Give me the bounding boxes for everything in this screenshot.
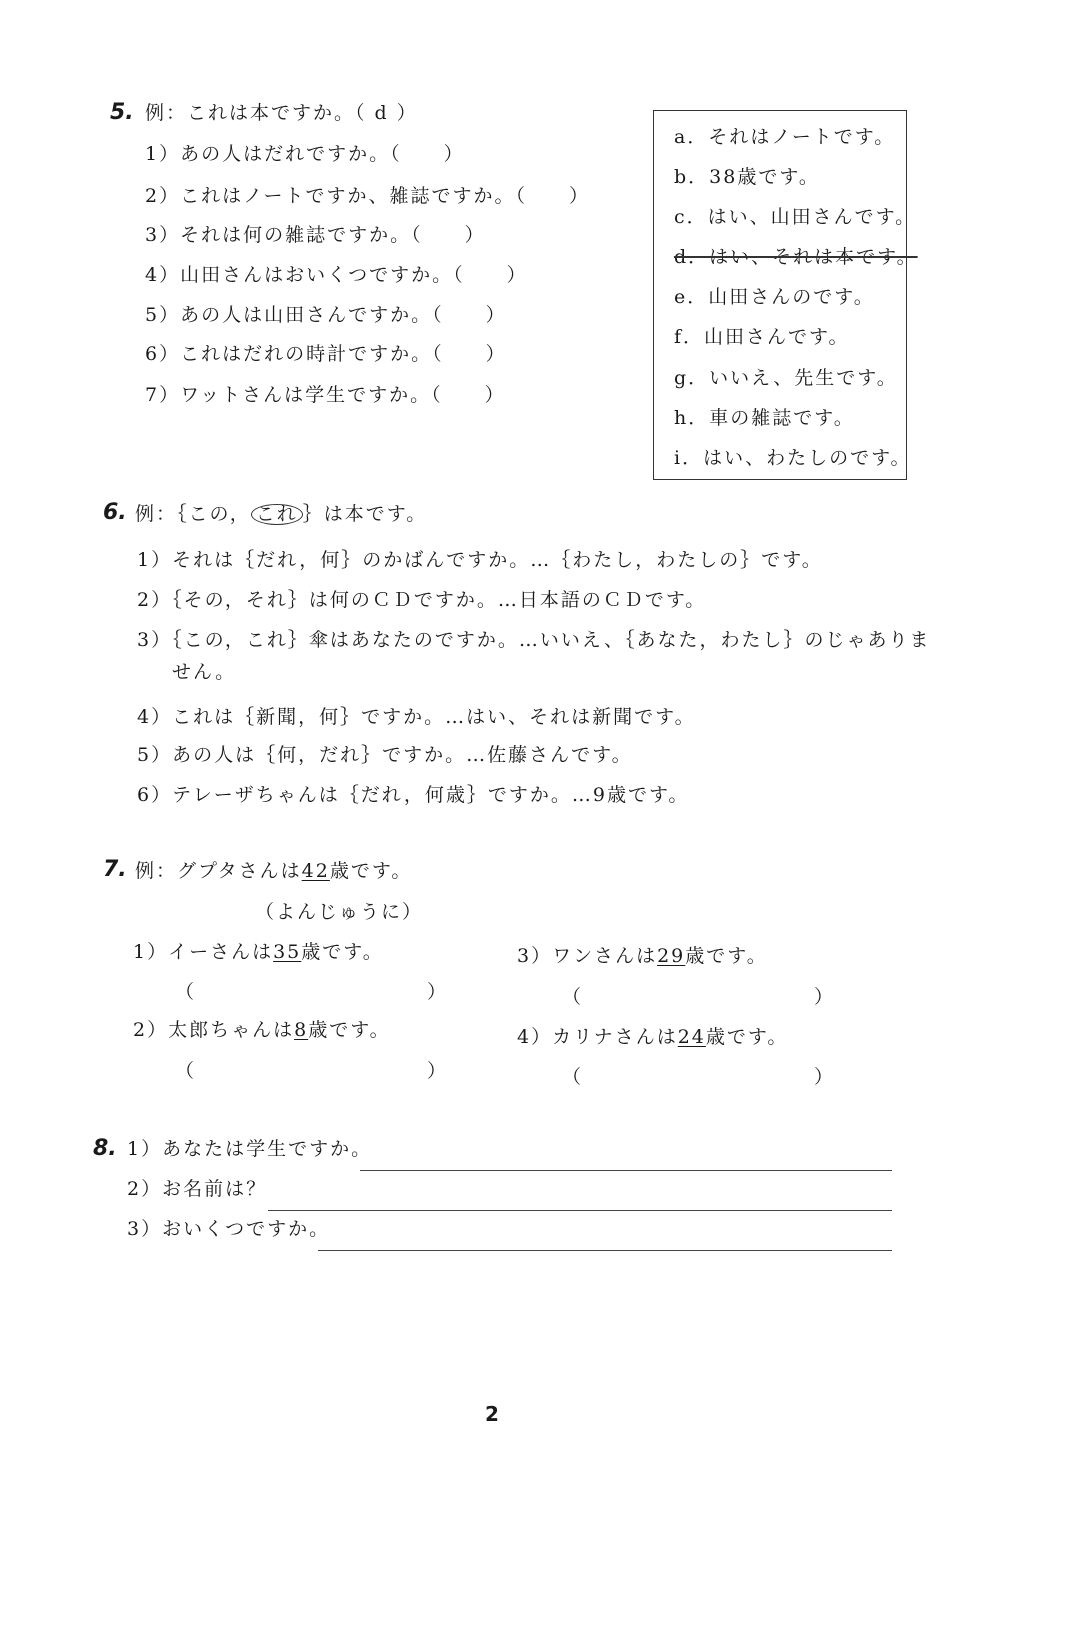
section-5-item-3: 3）それは何の雑誌ですか。（ ）	[145, 224, 486, 246]
section-7-item-3	[517, 947, 768, 966]
answer-line-1[interactable]	[360, 1170, 892, 1171]
section-8-item-3: 3）おいくつですか。	[127, 1218, 331, 1240]
section-6-example-pre: 例：｛この，	[135, 503, 251, 525]
section-6-item-3: 3）｛この，これ｝傘はあなたのですか。…いいえ、｛あなた，わたし｝のじゃありま	[137, 629, 931, 651]
item-4-post: 歳です。	[705, 1026, 789, 1048]
section-6-item-5: 5）あの人は｛何，だれ｝ですか。…佐藤さんです。	[137, 744, 633, 766]
section-5-item-2: 2）これはノートですか、雑誌ですか。（ ）	[145, 185, 591, 207]
answer-a: a．それはノートです。	[674, 126, 896, 148]
section-8-number: 8.	[93, 1136, 117, 1161]
section-7-item-1-answer: （ ）	[175, 981, 449, 1003]
answer-d-struck: d．はい、それは本です。	[674, 246, 918, 268]
item-3-age: 29	[657, 945, 686, 967]
section-5-item-5: 5）あの人は山田さんですか。（ ）	[145, 304, 507, 326]
answer-b: b．38歳です。	[674, 166, 820, 188]
item-2-age: 8	[294, 1019, 309, 1041]
section-5-item-7: 7）ワットさんは学生ですか。（ ）	[145, 384, 506, 406]
item-1-age: 35	[273, 941, 302, 963]
section-7-example-reading: （よんじゅうに）	[255, 901, 424, 923]
item-4-age: 24	[677, 1026, 706, 1048]
section-7-item-2-answer: （ ）	[175, 1060, 449, 1082]
item-4-pre: 4）カリナさんは	[517, 1026, 678, 1048]
section-6-item-4: 4）これは｛新聞，何｝ですか。…はい、それは新聞です。	[137, 706, 696, 728]
answer-g: g．いいえ、先生です。	[674, 367, 898, 389]
section-7-number: 7.	[103, 857, 127, 882]
section-7-item-4	[517, 1028, 788, 1047]
section-6-example	[135, 504, 427, 525]
answer-e: e．山田さんのです。	[674, 286, 875, 308]
section-5-item-4: 4）山田さんはおいくつですか。（ ）	[145, 264, 528, 286]
section-6-item-1: 1）それは｛だれ，何｝のかばんですか。…｛わたし，わたしの｝です。	[137, 549, 823, 571]
section-7-item-1	[133, 943, 384, 962]
section-7-item-4-answer: （ ）	[562, 1066, 836, 1088]
answer-i: i．はい、わたしのです。	[674, 447, 912, 469]
section-5-item-6: 6）これはだれの時計ですか。（ ）	[145, 343, 507, 365]
section-5-item-1: 1）あの人はだれですか。（ ）	[145, 143, 465, 165]
section-7-example-post: 歳です。	[329, 860, 413, 882]
item-1-pre: 1）イーさんは	[133, 941, 274, 963]
page-number: 2	[485, 1402, 499, 1426]
section-8-item-2: 2）お名前は？	[127, 1178, 268, 1200]
section-7-item-3-answer: （ ）	[562, 986, 836, 1008]
answer-h: h．車の雑誌です。	[674, 407, 855, 429]
section-7-example-age: 42	[301, 860, 330, 882]
item-2-pre: 2）太郎ちゃんは	[133, 1019, 295, 1041]
answer-c: c．はい、山田さんです。	[674, 206, 917, 228]
answer-line-3[interactable]	[318, 1250, 892, 1251]
section-6-example-post: ｝は本です。	[302, 503, 428, 525]
section-5-example: 例：これは本ですか。（ d ）	[145, 102, 418, 124]
item-2-post: 歳です。	[308, 1019, 391, 1041]
answer-line-2[interactable]	[268, 1210, 892, 1211]
section-6-item-3-cont: せん。	[172, 661, 237, 683]
section-6-item-6: 6）テレーザちゃんは｛だれ，何歳｝ですか。…9歳です。	[137, 784, 690, 806]
section-8-item-1: 1）あなたは学生ですか。	[127, 1138, 373, 1160]
item-3-pre: 3）ワンさんは	[517, 945, 658, 967]
circled-answer: これ	[251, 504, 303, 525]
section-7-item-2	[133, 1021, 391, 1040]
item-3-post: 歳です。	[685, 945, 768, 967]
answer-f: f．山田さんです。	[674, 326, 850, 348]
item-1-post: 歳です。	[301, 941, 384, 963]
section-5-number: 5.	[110, 100, 134, 125]
section-7-example	[135, 862, 412, 881]
section-6-item-2: 2）｛その，それ｝は何のＣＤですか。…日本語のＣＤです。	[137, 589, 707, 611]
section-7-example-pre: 例：グプタさんは	[135, 860, 302, 882]
section-6-number: 6.	[103, 500, 127, 525]
